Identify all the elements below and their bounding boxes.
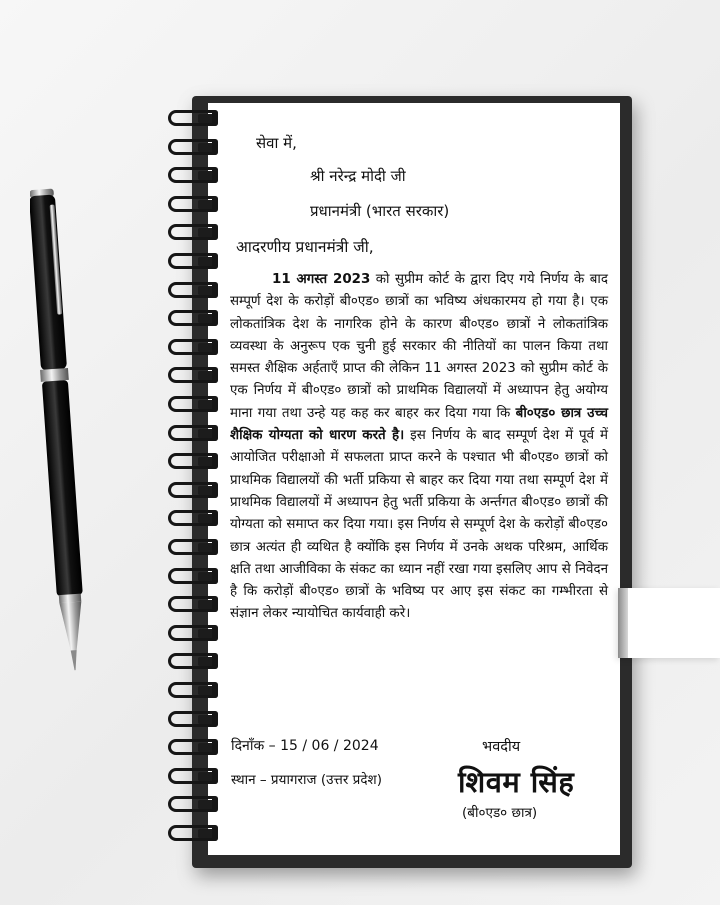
pen-icon (30, 180, 110, 700)
binding-ring (168, 425, 218, 441)
binding-ring (168, 625, 218, 641)
salutation: सेवा में, (256, 134, 297, 152)
binding-ring (168, 453, 218, 469)
binding-ring (168, 110, 218, 126)
place-line: स्थान – प्रयागराज (उत्तर प्रदेश) (231, 772, 382, 788)
date-line: दिनाँक – 15 / 06 / 2024 (231, 738, 379, 754)
binding-ring (168, 224, 218, 240)
binding-ring (168, 768, 218, 784)
binding-ring (168, 682, 218, 698)
body-emphasis-bold: बी०एड० छात्र उच्च शैक्षिक योग्यता को धारण करते है। (230, 405, 608, 444)
binding-ring (168, 568, 218, 584)
binding-ring (168, 596, 218, 612)
binding-ring (168, 139, 218, 155)
closing: भवदीय (482, 739, 521, 755)
binding-ring (168, 339, 218, 355)
binding-ring (168, 396, 218, 412)
page-tab-edge (618, 588, 628, 658)
binding-ring (168, 796, 218, 812)
greeting: आदरणीय प्रधानमंत्री जी, (236, 238, 374, 256)
binding-ring (168, 539, 218, 555)
binding-ring (168, 482, 218, 498)
spiral-binding-icon (168, 110, 220, 855)
signature: शिवम सिंह (458, 765, 575, 799)
body-text-1: को सुप्रीम कोर्ट के द्वारा दिए गये निर्णय के बाद सम्पूर्ण देश के करोड़ों बी०एड० छात्रों का भविष्य अंधकारमय हो गया है। एक लोकतांत्रिक देश के नागरिक होने के कारण बी०एड० छात्रों ने लोकतांत्रिक व्यवस्था के अनुरूप एक चुनी हुई सरकार की नीतियों का पालन किया तथा समस्त शैक्षिक अर्हताएँ प्राप्त की लेकिन 11 अगस्त 2023 को सुप्रीम कोर्ट के एक निर्णय में बी०एड० छात्रों को प्राथमिक विद्यालयों में अध्यापन हेतु अयोग्य माना गया तथा उन्हे यह कह कर बाहर कर दिया गया कि (230, 272, 608, 421)
binding-ring (168, 196, 218, 212)
page-tab (618, 588, 720, 658)
binding-ring (168, 310, 218, 326)
binding-ring (168, 367, 218, 383)
letter-body (230, 269, 608, 626)
binding-ring (168, 253, 218, 269)
binding-ring (168, 825, 218, 841)
binding-ring (168, 282, 218, 298)
addressee-title: प्रधानमंत्री (भारत सरकार) (310, 202, 450, 220)
binding-ring (168, 167, 218, 183)
designation: (बी०एड० छात्र) (462, 805, 538, 821)
body-date-bold: 11 अगस्त 2023 (272, 272, 371, 287)
binding-ring (168, 711, 218, 727)
body-text-2: इस निर्णय के बाद सम्पूर्ण देश में पूर्व में आयोजित परीक्षाओ में सफलता प्राप्त करने के पश्चात भी बी०एड० छात्रों को प्राथमिक विद्यालयों की भर्ती प्रकिया से बाहर कर दिया गया तथा सम्पूर्ण देश में प्राथमिक विद्यालयों में अध्यापन हेतु भर्ती प्रकिया के अर्न्तगत बी०एड० छात्रों की योग्यता को समाप्त कर दिया गया। इस निर्णय से सम्पूर्ण देश के करोड़ों बी०एड० छात्र अत्यंत ही व्यथित है क्योंकि इस निर्णय में उनके अथक परिश्रम, आर्थिक क्षति तथा आजीविका के संकट का ध्यान नहीं रखा गया इसलिए आप से निवेदन है कि करोड़ों बी०एड० छात्रों के भविष्य पर आए इस संकट का गम्भीरता से संज्ञान लेकर न्यायोचित कार्यवाही करे। (230, 428, 608, 622)
binding-ring (168, 653, 218, 669)
addressee-name: श्री नरेन्द्र मोदी जी (310, 167, 406, 185)
binding-ring (168, 510, 218, 526)
binding-ring (168, 739, 218, 755)
